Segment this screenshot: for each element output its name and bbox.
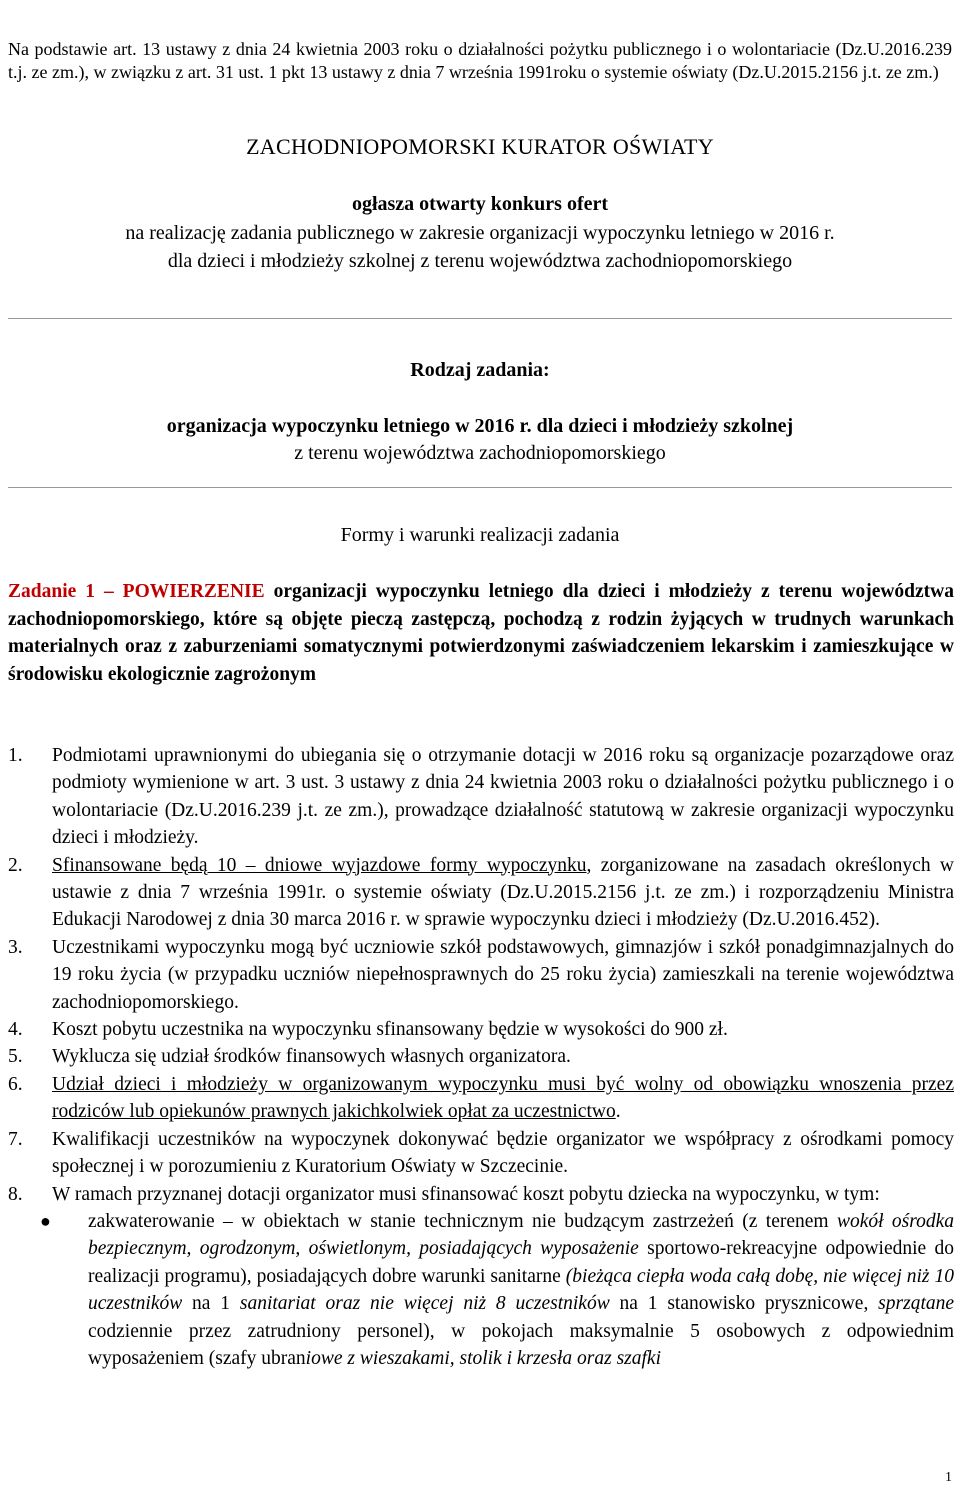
authority-title: ZACHODNIOPOMORSKI KURATOR OŚWIATY xyxy=(246,134,714,159)
item-number: 2. xyxy=(8,854,23,876)
bullet-text-italic: sanitariat oraz nie więcej niż 8 uczestników xyxy=(239,1293,610,1315)
task-type-line-1: organizacja wypoczynku letniego w 2016 r. dla dzieci i młodzieży szkolnej xyxy=(166,415,794,437)
item-underlined-text: Sfinansowane będą 10 – dniowe wyjazdowe formy wypoczynku xyxy=(52,854,587,876)
legal-basis-paragraph: Na podstawie art. 13 ustawy z dnia 24 kwietnia 2003 roku o działalności pożytku publicznego i o wolontariacie (Dz.U.2016.239 t.j. ze zm.), w związku z art. 31 ust. 1 pkt 13 ustawy z dnia 7 września 1991roku o systemie oświaty (Dz.U.2015.2156 j.t. ze zm.) xyxy=(8,39,952,82)
bullet-text: na 1 stanowisko prysznicowe, xyxy=(609,1293,879,1315)
list-item xyxy=(8,742,954,852)
divider xyxy=(8,487,952,488)
item-text: Uczestnikami wypoczynku mogą być uczniowie szkół podstawowych, gimnazjów i szkół ponadgimnazjalnych do 19 roku życia (w przypadku uczniów niepełnosprawnych do 25 roku życia) zamieszkali na terenie województwa zachodniopomorskiego. xyxy=(52,936,954,1013)
item-number: 7. xyxy=(8,1128,23,1150)
bullet-text-italic: iowe z wieszakami, stolik i krzesła oraz szafki xyxy=(305,1347,662,1369)
list-item xyxy=(8,852,954,934)
item-text: Wyklucza się udział środków finansowych własnych organizatora. xyxy=(52,1046,571,1068)
bullet-icon: ● xyxy=(40,1210,51,1231)
bullet-text-italic: (bieżąca ciepła woda całą dobę, nie więcej niż 10 uczestników xyxy=(88,1265,955,1315)
forms-heading: Formy i warunki realizacji zadania xyxy=(340,524,620,546)
task-type-label: Rodzaj zadania: xyxy=(410,359,550,381)
announce-line-1: na realizację zadania publicznego w zakresie organizacji wypoczynku letniego w 2016 r. xyxy=(125,222,835,244)
list-item xyxy=(8,934,954,1016)
item-text: W ramach przyznanej dotacji organizator musi sfinansować koszt pobytu dziecka na wypoczynku, w tym: xyxy=(52,1183,880,1205)
bullet-text: zakwaterowanie – w obiektach w stanie technicznym nie budzącym zastrzeżeń (z terenem xyxy=(88,1210,837,1232)
announce-line-2: dla dzieci i młodzieży szkolnej z terenu województwa zachodniopomorskiego xyxy=(167,250,793,272)
bullet-text: na 1 xyxy=(182,1293,240,1315)
list-item xyxy=(8,1126,954,1181)
task-1-description xyxy=(8,578,954,688)
item-text: . xyxy=(615,1101,621,1123)
item-underlined-text: Udział dzieci i młodzieży w organizowanym wypoczynku musi być wolny od obowiązku wnoszenia przez rodziców lub opiekunów prawnych jakichkolwiek opłat za uczestnictwo xyxy=(52,1073,954,1123)
bullet-text-italic: wokół ośrodka bezpiecznym, ogrodzonym, oświetlonym, posiadających wyposażenie xyxy=(88,1210,954,1260)
task-1-prefix: Zadanie 1 – POWIERZENIE xyxy=(8,581,265,602)
item-number: 8. xyxy=(8,1183,23,1205)
item-text: Koszt pobytu uczestnika na wypoczynku sfinansowany będzie w wysokości do 900 zł. xyxy=(52,1019,728,1041)
bullet-text: codziennie przez zatrudniony personel), w pokojach maksymalnie 5 osobowych z odpowiednim wyposażeniem (szafy ubran xyxy=(88,1320,954,1369)
list-item xyxy=(8,1043,954,1070)
divider xyxy=(8,318,952,319)
conditions-list xyxy=(8,742,954,1372)
bullet-text-italic: sprzątane xyxy=(878,1293,955,1315)
page-number: 1 xyxy=(945,1470,952,1485)
item-text: Podmiotami uprawnionymi do ubiegania się o otrzymanie dotacji w 2016 roku są organizacje pozarządowe oraz podmioty wymienione w art. 3 ust. 3 ustawy z dnia 24 kwietnia 2003 roku o działalności pożytku publicznego i o wolontariacie (Dz.U.2016.239 j.t. ze zm.), prowadzące działalność statutową w zakresie organizacji wypoczynku dzieci i młodzieży. xyxy=(52,745,954,849)
list-item xyxy=(8,1181,954,1208)
item-number: 5. xyxy=(8,1046,23,1068)
task-1-text: organizacji wypoczynku letniego dla dzieci i młodzieży z terenu województwa zachodniopomorskiego, które są objęte pieczą zastępczą, pochodzą z rodzin żyjących w trudnych warunkach materialnych oraz z zaburzeniami somatycznymi potwierdzonymi zaświadczeniem lekarskim i zamieszkujące w środowisku ekologicznie zagrożonym xyxy=(8,581,955,685)
task-type-line-2: z terenu województwa zachodniopomorskiego xyxy=(294,442,666,464)
item-number: 6. xyxy=(8,1073,23,1095)
list-item xyxy=(8,1071,954,1126)
item-text: Kwalifikacji uczestników na wypoczynek dokonywać będzie organizator we współpracy z ośrodkami pomocy społecznej i w porozumieniu z Kuratorium Oświaty w Szczecinie. xyxy=(52,1128,954,1178)
item-number: 1. xyxy=(8,745,23,766)
item-number: 4. xyxy=(8,1019,23,1041)
bullet-item xyxy=(8,1208,954,1372)
item-text: , zorganizowane na zasadach określonych w ustawie z dnia 7 września 1991r. o systemie oświaty (Dz.U.2015.2156 j.t. ze zm.) i rozporządzeniu Ministra Edukacji Narodowej z dnia 30 marca 2016 r. w sprawie wypoczynku dzieci i młodzieży (Dz.U.2016.452). xyxy=(52,854,955,931)
list-item xyxy=(8,1016,954,1043)
item-number: 3. xyxy=(8,936,23,958)
announce-heading: ogłasza otwarty konkurs ofert xyxy=(351,193,609,215)
bullet-text: sportowo-rekreacyjne odpowiednie do realizacji programu), posiadających dobre warunki sanitarne xyxy=(88,1238,955,1287)
